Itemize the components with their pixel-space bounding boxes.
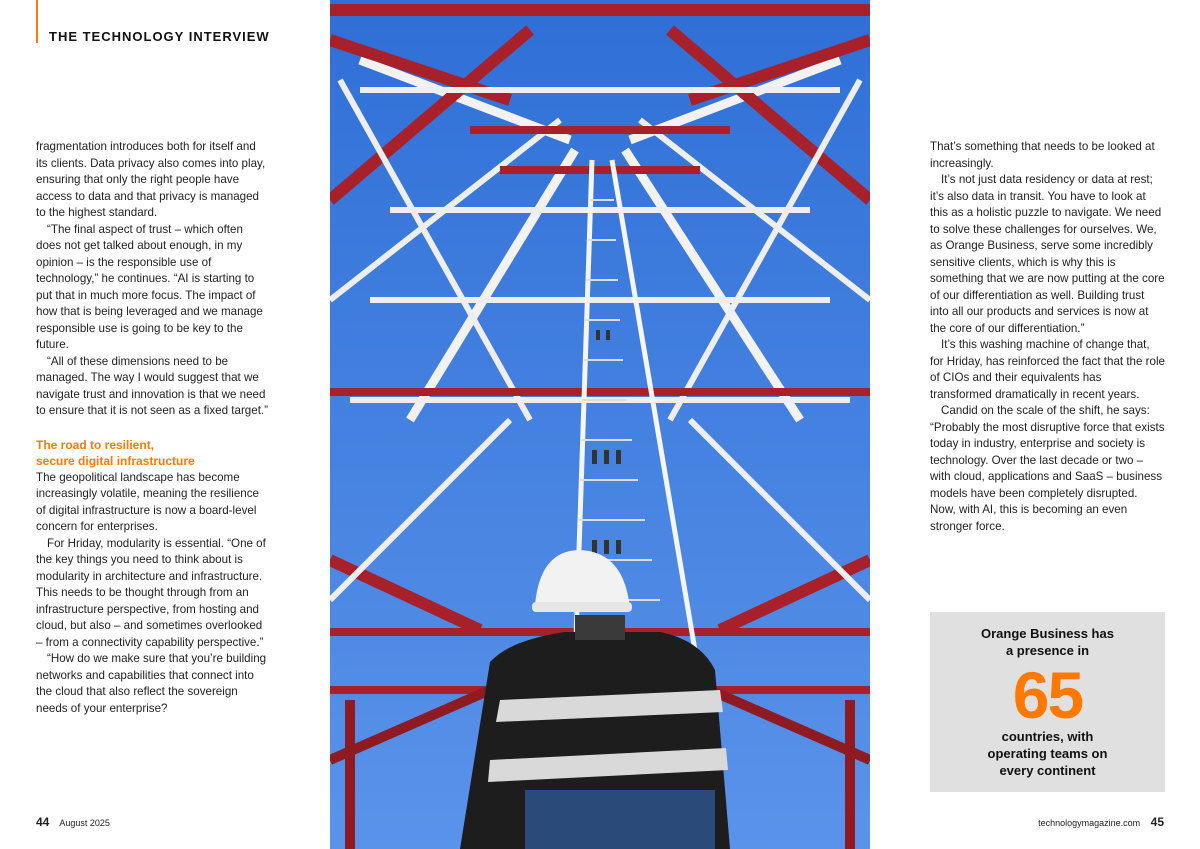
subheading-line: The road to resilient,: [36, 437, 155, 452]
issue-date: August 2025: [59, 818, 110, 828]
subheading: [36, 437, 268, 470]
paragraph: For Hriday, modularity is essential. “One of the key things you need to think about is modularity in architecture and infrastructure. This needs to be thought through from an infrastructure perspective, from hosting and cloud, but also – and sometimes overlooked – from a connectivity capability perspective.”: [36, 536, 266, 649]
paragraph: That’s something that needs to be looked at increasingly.: [930, 140, 1155, 170]
website-link[interactable]: technologymagazine.com: [1038, 818, 1141, 828]
stat-line: a presence in: [1005, 643, 1090, 658]
paragraph: “All of these dimensions need to be managed. The way I would suggest that we navigate trust and innovation is that we need to ensure that it is not seen as a fixed target.”: [36, 354, 269, 417]
tower-photo: [330, 0, 870, 849]
paragraph: Candid on the scale of the shift, he says: “Probably the most disruptive force that exists today in industry, enterprise and society is technology. Over the last decade or two – with cloud, applications and SaaS – business models have been completely disrupted. Now, with AI, this is becoming an even stronger force.: [930, 404, 1165, 533]
header-accent-bar: [36, 0, 38, 43]
stat-line: operating teams on: [987, 746, 1108, 761]
stat-intro: [930, 625, 1165, 659]
paragraph: It’s not just data residency or data at rest; it’s also data in transit. You have to look at this as a holistic puzzle to navigate. We need to solve these challenges for ourselves. We, as Orange Business, serve some incredibly sensitive clients, which is why this is something that we are now putting at the core of our differentiation as well. Building trust into all our products and services is now at the core of our differentiation.”: [930, 173, 1165, 335]
stat-line: countries, with: [1001, 729, 1094, 744]
stat-number: 65: [1012, 658, 1083, 732]
stat-line: Orange Business has: [981, 626, 1114, 641]
section-title: THE TECHNOLOGY INTERVIEW: [49, 29, 270, 44]
stat-outro: [930, 728, 1165, 779]
footer-right: [1038, 815, 1164, 830]
paragraph: The geopolitical landscape has become increasingly volatile, meaning the resilience of digital infrastructure is now a board-level concern for enterprises.: [36, 470, 259, 533]
paragraph: It’s this washing machine of change that, for Hriday, has reinforced the fact that the role of CIOs and their equivalents has transformed dramatically in recent years.: [930, 338, 1165, 401]
stat-callout-box: [930, 612, 1165, 792]
left-article-column: [36, 139, 268, 717]
page-number-right: 45: [1150, 815, 1164, 829]
stat-line: every continent: [999, 763, 1096, 778]
footer-left: [36, 815, 110, 830]
paragraph: “The final aspect of trust – which often does not get talked about enough, in my opinion – is the responsible use of technology,” he continues. “AI is starting to put that in much more focus. The impact of how that is being leveraged and we manage responsible use is going to be key to the future.: [36, 222, 263, 351]
paragraph: “How do we make sure that you’re building networks and capabilities that connect into the cloud that also reflect the sovereign needs of your enterprise?: [36, 652, 267, 715]
right-article-column: [930, 139, 1166, 535]
page-number-left: 44: [36, 815, 50, 829]
paragraph: fragmentation introduces both for itself and its clients. Data privacy also comes into play, ensuring that only the right people have access to data and that privacy is managed to the highest standard.: [36, 140, 266, 219]
subheading-line: secure digital infrastructure: [36, 454, 195, 468]
